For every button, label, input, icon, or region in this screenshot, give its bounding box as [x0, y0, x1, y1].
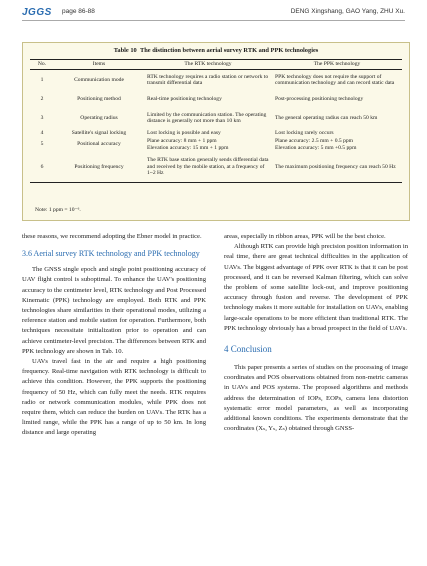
paragraph: UAVs travel fast in the air and require a high positioning frequency. Real-time navigation with RTK technology is difficult to achieve this condition. However, the PPK supports the positioning frequency of 50 Hz, which can fully meet the needs. RTK requires radio or network communication modules, while PPK does not require them, which can reduce the burden on UAVs. The RTK has a limited range, while the PPK has a range of up to 50 km. In long distance and large operating	[22, 358, 206, 437]
cell-no: 3	[40, 114, 44, 121]
running-header	[22, 7, 405, 21]
table-caption-text: The distinction between aerial survey RTK and PPK technologies	[139, 47, 319, 54]
cell-item: Positioning method	[77, 95, 121, 102]
table-caption	[23, 47, 409, 54]
cell-item: Satellite's signal locking	[71, 129, 127, 136]
cell-ppk: Lost locking rarely occurs	[275, 129, 334, 136]
cell-no: 4	[40, 129, 44, 136]
comparison-table	[30, 59, 402, 183]
table-row	[30, 129, 402, 137]
table-caption-label: Table 10	[113, 47, 137, 54]
header-rtk: The RTK technology	[144, 60, 272, 70]
cell-no: 6	[30, 152, 54, 182]
table-row	[30, 107, 402, 129]
cell-rtk: The RTK base station generally sends differential data and received by the mobile station, at a frequency of 1~2 Hz	[144, 152, 272, 182]
cell-ppk: PPK technology does not require the support of communication technology and can record static data	[275, 73, 395, 87]
right-column	[224, 232, 408, 434]
table-row	[30, 91, 402, 107]
cell-no: 5	[40, 141, 44, 148]
table-note: Note: 1 ppm = 10⁻⁶.	[35, 207, 81, 213]
cell-ppk: The maximum positioning frequency can reach 50 Hz	[272, 152, 402, 182]
header-rule	[22, 20, 405, 21]
cell-no: 1	[40, 77, 44, 84]
running-authors: DENG Xingshang, GAO Yang, ZHU Xu.	[290, 8, 405, 15]
table-row	[30, 152, 402, 182]
cell-item: Positioning frequency	[54, 152, 144, 182]
cell-rtk: Limited by the communication station. The operating distance is generally not more than 10 km	[147, 111, 267, 125]
header-items: Items	[54, 60, 144, 70]
paragraph: these reasons, we recommend adopting the Ebner model in practice.	[22, 233, 202, 240]
cell-ppk: The general operating radius can reach 50 km	[275, 114, 378, 121]
cell-rtk: Plane accuracy: 8 mm + 1 ppm Elevation accuracy: 15 mm + 1 ppm	[147, 138, 229, 151]
cell-rtk: Lost locking is possible and easy	[147, 129, 221, 136]
cell-item: Communication mode	[74, 77, 124, 84]
table-box	[22, 42, 410, 221]
table-row	[30, 69, 402, 91]
page-range: page 86-88	[62, 8, 95, 15]
cell-ppk: Plane accuracy: 2.5 mm + 0.5 ppm Elevation accuracy: 5 mm +0.5 ppm	[275, 138, 357, 151]
journal-logo: JGGS	[22, 7, 52, 18]
paragraph: areas, especially in ribbon areas, PPK will be the best choice.	[224, 233, 386, 240]
cell-no: 2	[40, 95, 44, 102]
paragraph: This paper presents a series of studies on the processing of image coordinates and POS observations obtained from non-metric cameras in UAVs and POS systems. The proposed algorithms and methods address the determination of IOPs, EOPs, camera lens distortion systematic error model parameters, as well as incorporating additional known conditions. The experiments demonstrate that the coordinates (Xₛ, Yₛ, Zₛ) obtained through GNSS-	[224, 364, 408, 433]
header-no: No.	[30, 60, 54, 70]
cell-item: Operating radius	[80, 114, 118, 121]
cell-rtk: Real-time positioning technology	[147, 95, 222, 102]
section-heading-4: 4 Conclusion	[224, 344, 272, 355]
header-ppk: The PPK technology	[272, 60, 402, 70]
paragraph: Although RTK can provide high precision position information in real time, there are great technical difficulties in the application of UAVs. The biggest advantage of PPK over RTK is that it can be post processed, and it can be reversed Kalman filtering, which can solve the problem of some satellite lock-out, and improve positioning accuracy through fusion and reverse. The development of PPK technology makes it more suitable for installation on UAVs, enabling large-scale operations to be more efficient than traditional RTK. The PPK technology obviously has a broad prospect in the field of UAVs.	[224, 243, 408, 332]
left-column	[22, 232, 206, 439]
cell-item: Positional accuracy	[77, 141, 121, 148]
paragraph: The GNSS single epoch and single point positioning accuracy of UAV flight control is suboptimal. To enhance the UAV's positioning accuracy to the centimeter level, RTK technology and Post Processed Kinematic (PPK) technology are employed. Both RTK and PPK technologies share similarities in their operational modes, utilizing a reference station and mobile station for operation. Furthermore, both techniques necessitate initialization prior to operation and can achieve centimeter-level precision. The differences between RTK and PPK technology are shown in Tab. 10.	[22, 266, 206, 355]
section-heading-3-6: 3.6 Aerial survey RTK technology and PPK technology	[22, 249, 200, 259]
table-header-row	[30, 60, 402, 70]
cell-rtk: RTK technology requires a radio station or network to transmit differential data	[147, 73, 269, 87]
table-row	[30, 137, 402, 152]
cell-ppk: Post-processing positioning technology	[275, 95, 364, 102]
